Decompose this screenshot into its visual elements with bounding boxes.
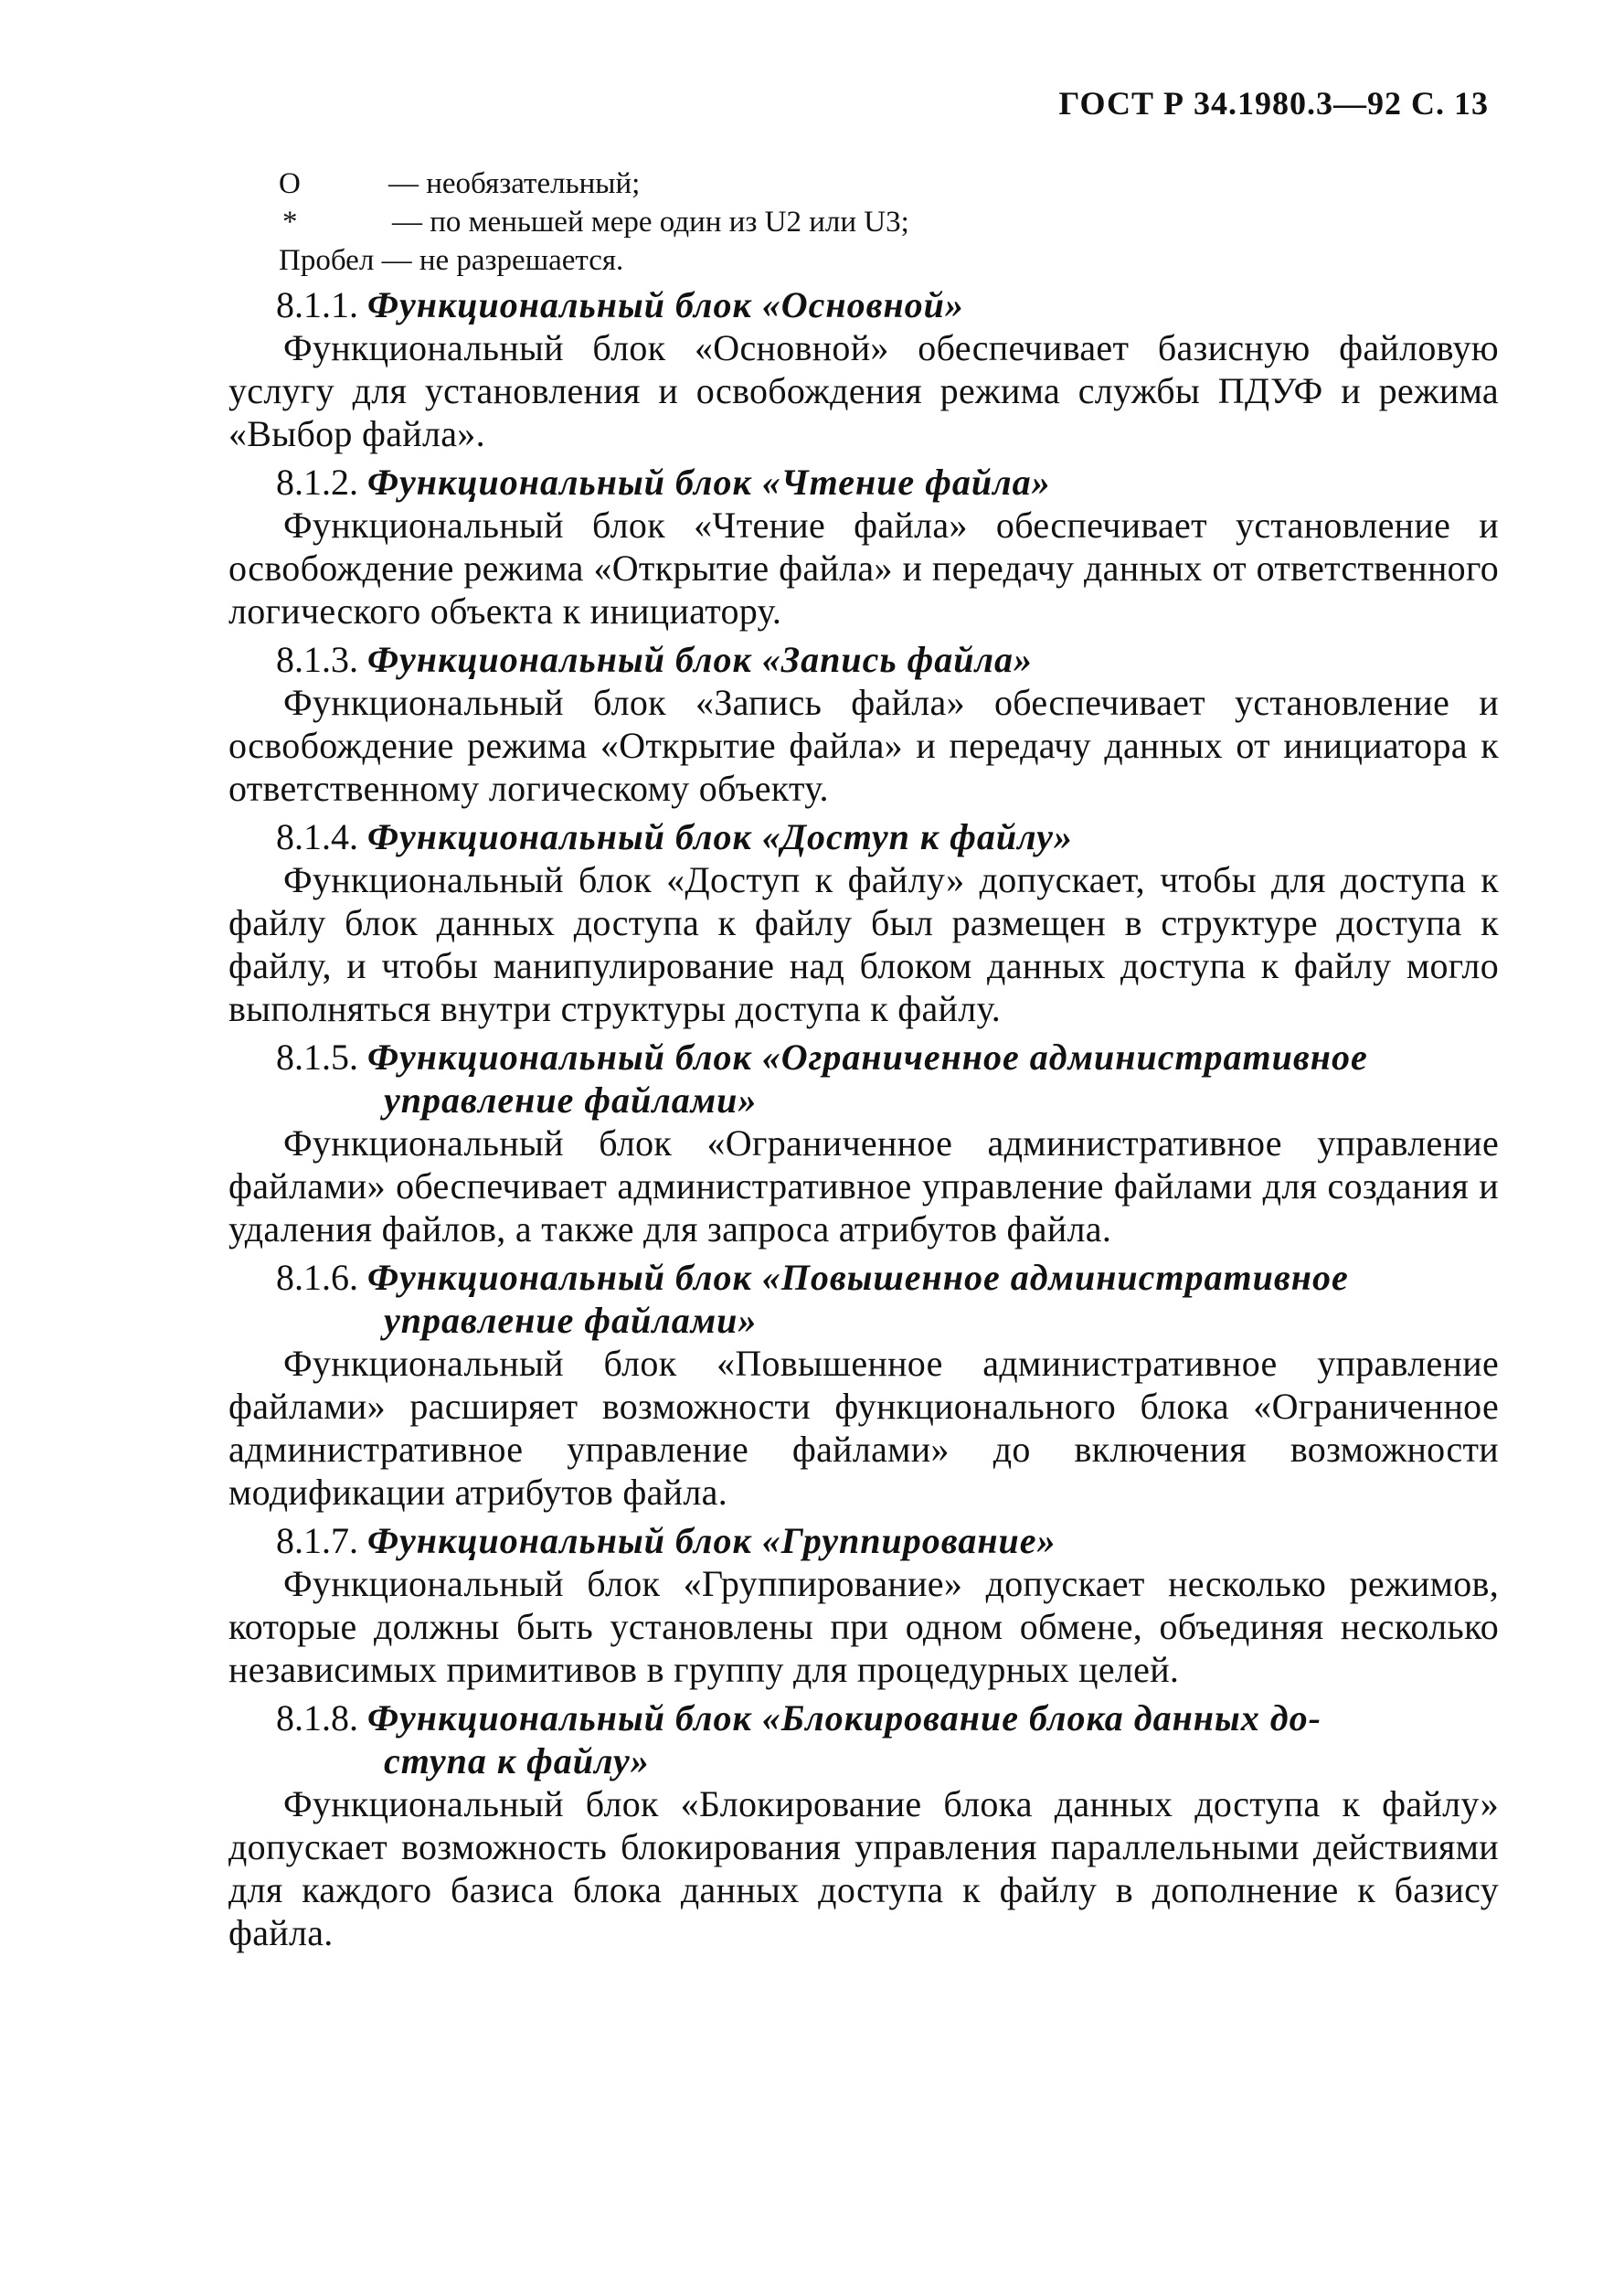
section-paragraph: Функциональный блок «Чтение файла» обеспечивает установление и освобождение режима «Открытие файла» и передачу данных от ответственного логического объекта к инициатору.: [228, 505, 1499, 632]
section-title: Функциональный блок «Доступ к файлу»: [367, 816, 1073, 857]
section-heading: [276, 815, 1499, 858]
section-title: Функциональный блок «Повышенное административное: [367, 1257, 1349, 1298]
legend-description: — по меньшей мере один из U2 или U3;: [392, 206, 909, 239]
section-paragraph: Функциональный блок «Ограниченное административное управление файлами» обеспечивает административное управление файлами для создания и удаления файлов, а также для запроса атрибутов файла.: [228, 1122, 1499, 1249]
section-paragraph: Функциональный блок «Доступ к файлу» допускает, чтобы для доступа к файлу блок данных доступа к файлу был размещен в структуре доступа к файлу, и чтобы манипулирование над блоком данных доступа к файлу могло выполняться внутри структуры доступа к файлу.: [228, 859, 1499, 1029]
legend-row: [279, 165, 909, 203]
section-8-1-2: [228, 461, 1499, 633]
legend-row: [279, 203, 909, 241]
legend-description: — необязательный;: [388, 167, 641, 200]
section-8-1-4: [228, 815, 1499, 1030]
legend-row: [279, 241, 909, 280]
section-heading: [276, 1036, 1499, 1079]
section-8-1-7: [228, 1519, 1499, 1691]
document-body: [228, 283, 1499, 1960]
section-number: 8.1.3.: [276, 639, 358, 680]
symbol-legend: [279, 165, 909, 280]
legend-symbol: *: [282, 206, 298, 239]
section-8-1-3: [228, 638, 1499, 810]
section-paragraph: Функциональный блок «Группирование» допускает несколько режимов, которые должны быть установлены при одном обмене, объединяя несколько независимых примитивов в группу для процедурных целей.: [228, 1563, 1499, 1690]
section-number: 8.1.8.: [276, 1697, 358, 1738]
section-title: Функциональный блок «Чтение файла»: [367, 462, 1051, 503]
section-8-1-6: [228, 1256, 1499, 1514]
section-paragraph: Функциональный блок «Запись файла» обеспечивает установление и освобождение режима «Открытие файла» и передачу данных от инициатора к ответственному логическому объекту.: [228, 682, 1499, 809]
section-title: Функциональный блок «Ограниченное административное: [367, 1037, 1368, 1078]
section-heading: [276, 283, 1499, 326]
legend-symbol: Пробел: [279, 244, 375, 277]
section-8-1-8: [228, 1696, 1499, 1954]
section-title-continuation: управление файлами»: [384, 1300, 758, 1341]
section-heading: [276, 461, 1499, 504]
section-8-1-1: [228, 283, 1499, 455]
legend-symbol: О: [279, 167, 301, 200]
section-paragraph: Функциональный блок «Повышенное административное управление файлами» расширяет возможности функционального блока «Ограниченное административное управление файлами» до включения возможности модификации атрибутов файла.: [228, 1343, 1499, 1513]
section-title: Функциональный блок «Блокирование блока данных до-: [367, 1697, 1321, 1738]
section-title: Функциональный блок «Основной»: [367, 284, 964, 325]
section-number: 8.1.7.: [276, 1520, 358, 1561]
section-heading: [276, 1696, 1499, 1739]
section-title-continuation: ступа к файлу»: [384, 1740, 650, 1781]
section-number: 8.1.5.: [276, 1037, 358, 1078]
legend-description: — не разрешается.: [381, 244, 624, 277]
section-number: 8.1.4.: [276, 816, 358, 857]
section-paragraph: Функциональный блок «Блокирование блока данных доступа к файлу» допускает возможность блокирования управления параллельными действиями для каждого базиса блока данных доступа к файлу в дополнение к базису файла.: [228, 1783, 1499, 1953]
section-paragraph: Функциональный блок «Основной» обеспечивает базисную файловую услугу для установления и освобождения режима службы ПДУФ и режима «Выбор файла».: [228, 327, 1499, 454]
section-title: Функциональный блок «Запись файла»: [367, 639, 1034, 680]
page-header: ГОСТ Р 34.1980.3—92 С. 13: [1058, 85, 1489, 122]
section-number: 8.1.2.: [276, 462, 358, 503]
section-title: Функциональный блок «Группирование»: [367, 1520, 1056, 1561]
section-number: 8.1.6.: [276, 1257, 358, 1298]
section-8-1-5: [228, 1036, 1499, 1250]
section-heading: [276, 638, 1499, 681]
section-heading: [276, 1519, 1499, 1562]
section-title-continuation: управление файлами»: [384, 1079, 758, 1121]
section-number: 8.1.1.: [276, 284, 358, 325]
section-heading: [276, 1256, 1499, 1299]
